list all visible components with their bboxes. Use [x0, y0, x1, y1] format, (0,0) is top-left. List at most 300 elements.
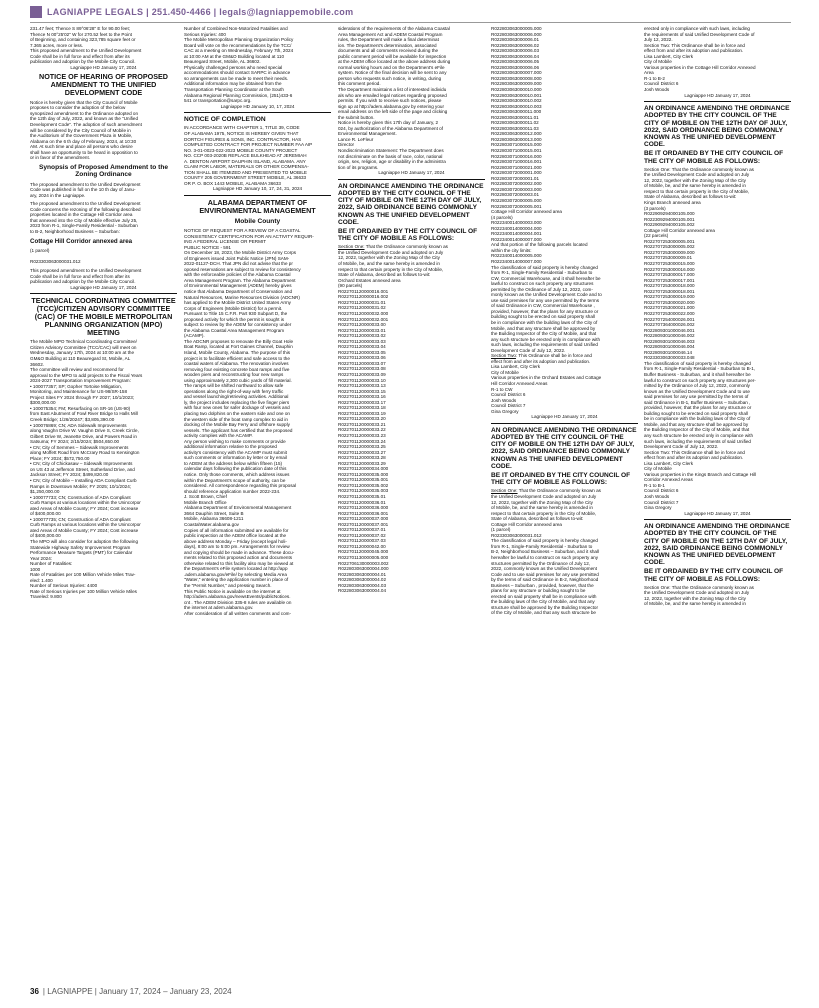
text-line: ated Areas of Mobile County; FY 2024; Cost increase — [30, 527, 139, 533]
text-line: wooden piers and reconstructing four new ramps — [184, 372, 284, 378]
text-line: proposes to consider the adoption of the below — [30, 105, 126, 111]
text-line: R022707253000018.001 — [644, 288, 695, 294]
text-line: R022701120000033.08 — [338, 366, 386, 372]
text-line: Various properties in the Cottage Hill Corridor Annexed — [644, 64, 756, 70]
text-line: R022803072000003.01 — [491, 192, 540, 198]
text-line: the western side of the boat ramp complex to aid in — [184, 416, 288, 422]
text-line: R022803071000015.001 — [491, 148, 542, 154]
text-line: Council District 7 — [644, 499, 679, 505]
text-line: Traveled: 9.800 — [30, 594, 62, 600]
text-line: A. DENTON AIRPORT DAUPHIN ISLAND, ALABAMA. ANY — [184, 158, 306, 164]
text-line: COMPLETED CONTRACT FOR PROJECT NUMBER FAA AIP — [184, 142, 313, 148]
text-line: R022701120000036.001 — [338, 510, 389, 516]
text-line: respect to that certain property in the City of Mobile, — [338, 266, 444, 272]
text-line: Board will vote on the recommendations by the TCC/ — [184, 42, 292, 48]
text-line: Project Sites FY 2024 through FY 2027; 10/1/2023; — [30, 394, 135, 400]
text-line: R022707253000020.000 — [644, 299, 695, 305]
text-line: NO. 3-01-0023-022-2023 MOBILE COUNTY PROJECT — [184, 147, 298, 153]
section-label: Section One: — [491, 488, 518, 494]
text-line: R022803063000010.000 — [491, 87, 542, 93]
paragraph — [184, 125, 331, 186]
text-line: R022803063000005.000 — [491, 26, 542, 31]
text-line: from R-1, Single-Family Residential - Suburban to B-1, — [644, 366, 756, 372]
text-line: Cottage Hill Corridor annexed area — [644, 227, 715, 233]
text-line: Corps of Engineers (Mobile District) for a permit. — [184, 305, 283, 311]
text-line: permitted by the Ordinance of July 12, 2022, com- — [491, 286, 593, 292]
text-line: Corridor Annexed Areas — [644, 477, 693, 483]
text-line: R022701120000033.05 — [338, 349, 386, 355]
text-line: Area Management Program. The Alabama Department — [184, 277, 296, 283]
text-line: has applied to the Mobile District United States Army — [184, 300, 291, 306]
text-line: R022701120000033.03 — [338, 338, 386, 344]
text-line: such comments or information by letter or by email — [184, 455, 287, 461]
text-line: Mobile Branch Office — [184, 499, 227, 505]
text-line: and vessel launching/retrieving activities. Additional — [184, 394, 289, 400]
text-line: normal working hours and on the Department's eFile — [338, 64, 445, 70]
text-line: R022701120000033.06 — [338, 355, 386, 361]
text-line: CAC at a meeting on Wednesday, February 7th, 2024 — [184, 48, 294, 54]
text-line: above address Monday – Friday (except legal holi- — [184, 538, 287, 544]
text-line: Ramps in Downtown Mobile; FY 2025; 10/1/2024; — [30, 483, 132, 489]
text-line: • CN; City of Semmes – Sidewalk Improvements — [30, 444, 129, 450]
paragraph — [644, 26, 791, 43]
section-text: : This Ordinance shall be in force and — [668, 42, 745, 48]
text-line: City of Mobile — [644, 466, 672, 472]
text-line: any such structure be erected only in compliance with — [491, 336, 601, 342]
text-line: the Department's eFile system located at http://app — [184, 566, 288, 572]
text-line: and copying should be made in advance. These docu- — [184, 549, 295, 555]
text-line: 2022-01127-DCH. That JPN did not advise that the pr — [184, 261, 293, 267]
text-line: properties located in the Cottage Hill Corridor area — [30, 212, 133, 218]
text-line: IN ACCORDANCE WITH CHAPTER 1, TITLE 39, CODE — [184, 125, 300, 131]
paragraph — [30, 201, 177, 234]
text-line: R022707253000009.000 — [644, 249, 695, 255]
text-line: The ADCNR proposes to renovate the Billy Goat Hole — [184, 338, 294, 344]
text-line: Citizen Advisory Committee (TCC/CAC) will meet on — [30, 344, 137, 350]
text-line: Number of Fatalities: — [30, 561, 73, 567]
text-line: additional information relative to the proposed — [184, 444, 277, 450]
text-line: R022701120000033.09 — [338, 371, 386, 377]
text-line: After consideration of all written comments and com- — [184, 610, 291, 616]
text-line: R022803071000021.000 — [491, 164, 542, 170]
text-line: R022701120000033.18 — [338, 405, 386, 411]
text-line: City of Mobile — [644, 59, 672, 65]
text-line: provided, however, that the plans for any structure or — [644, 405, 752, 411]
paragraph — [30, 339, 177, 600]
text-line: Mobile, and that any structure shall be approved by — [491, 325, 596, 331]
text-line: Number of Combined Non-Motorized Fatalities and — [184, 26, 288, 31]
text-line: the Auditorium of the Government Plaza in Mobile, — [30, 133, 133, 139]
text-line: als who are emailed legal notices regarding proposed — [338, 92, 447, 98]
text-line: R022803063000010.003 — [491, 103, 542, 109]
text-line: oposed reservations are subject to review for consistency — [184, 266, 301, 272]
text-line: Mobile, Alabama 36608-1211 — [184, 516, 244, 522]
text-line: the "Permit Number," and pressing Search. — [184, 582, 272, 588]
text-line: R022803063000006.06 — [491, 64, 540, 70]
text-line: R022803071000016.000 — [491, 153, 542, 159]
text-line: any such structure be erected only in compliance with — [644, 432, 754, 438]
text-line: Statewide Highway Safety Improvement Program — [30, 544, 131, 550]
text-line: 36602. — [30, 361, 45, 367]
text-line: Beauregard Street, Mobile, AL 36602. — [184, 59, 261, 65]
ordinance-heading: BE IT ORDAINED BY THE CITY COUNCIL OF THE CITY OF MOBILE AS FOLLOWS: — [644, 568, 784, 583]
text-line: R022701120000035.003 — [338, 488, 389, 494]
text-line: R022803063000004.02 — [338, 577, 387, 583]
text-line: R022701120000032.001 — [338, 316, 389, 322]
text-line: the building laws of the City of Mobile, and that any — [491, 599, 595, 605]
text-line: person who requests such notice, in writing, during — [338, 75, 442, 81]
text-line: Copies of all information submitted are available for — [184, 527, 289, 533]
signature-line: Lagniappe HD January 17, 2024 — [531, 414, 598, 420]
column-5 — [644, 26, 791, 974]
text-line: 3664 Dauphin Street, Suite B — [184, 510, 244, 516]
text-line: • 100077735; CN; Construction of ADA Compliant — [30, 516, 131, 522]
text-line: (4 parcels) — [491, 214, 513, 220]
text-line: public comment period will be available for inspection — [338, 53, 447, 59]
text-line: siderations of the requirements of the Alabama Coastal — [338, 26, 450, 31]
paragraph — [30, 268, 177, 285]
text-line: R022701120000033.21 — [338, 421, 386, 427]
text-line: R022809301000046.001 — [644, 327, 695, 333]
notice-heading: NOTICE OF COMPLETION — [184, 116, 266, 124]
text-line: The MPO will also consider for adoption the following — [30, 539, 139, 545]
paragraph — [644, 361, 791, 450]
text-line: (22 parcels) — [644, 233, 669, 239]
text-line: by the terms of said Ordinance in B-2, Neighborhood — [491, 577, 599, 583]
text-line: Various properties in the Orchard Estates and Cottage — [491, 375, 602, 381]
text-line: tion of its programs. — [338, 164, 379, 170]
text-line: Alabama Regional Planning Commission, (251)433-6 — [184, 92, 293, 98]
paragraph — [491, 359, 638, 414]
section-label: Section Two — [491, 353, 516, 359]
text-line: R022706130000003.002 — [338, 560, 389, 566]
text-line: R023303063000033.048 — [644, 355, 695, 361]
text-line: Performance Measure Targets (PMT) for Calendar — [30, 550, 133, 556]
text-line: Year 2024: — [30, 555, 53, 561]
text-line: Satsuma; FY 2024; 2/15/2024; $504,650.00 — [30, 439, 120, 445]
text-line: Council District 6 — [644, 81, 679, 87]
text-line: or in favor of the amendment. — [30, 155, 91, 161]
header-rule — [30, 22, 791, 23]
text-line: R022803063000006.03 — [491, 48, 540, 54]
text-line: R022701120000031.01 — [338, 299, 386, 305]
text-line: R022803072000005.000 — [491, 197, 542, 203]
text-line: R022707253000005.002 — [644, 244, 695, 250]
text-line: Gina Gregory — [491, 408, 519, 414]
text-line: Development Code of July 12, 2022. — [491, 347, 566, 353]
text-line: $1,250,000.00 — [30, 489, 60, 495]
text-line: synopsized amendment to the Ordinance adopted on — [30, 110, 139, 116]
text-line: Code concerns the rezoning of the following described — [30, 206, 141, 212]
text-line: The classification of said property is hereby changed — [491, 264, 598, 270]
text-line: notice. Only those comments, which address issues — [184, 472, 290, 478]
text-line: removing four existing concrete boat ramps and five — [184, 366, 290, 372]
text-line: R022707254000026.001 — [644, 316, 695, 322]
parcel-list — [644, 239, 791, 361]
divider — [644, 101, 791, 102]
paragraph — [184, 250, 331, 616]
section-text: That the Ordinance commonly known as — [517, 488, 601, 494]
text-line: R022340014000005.000 — [491, 253, 542, 259]
text-line: Development Code". The adoption of such amendment — [30, 121, 142, 127]
ordinance-heading: AN ORDINANCE AMENDING THE ORDINANCE ADOPTED BY THE CITY COUNCIL OF THE CITY OF MOBILE ON THE 12TH DAY OF JULY, 2022, SAID ORDINANCE BEING COMMONLY KNOWN AS THE UNIFIED DEVELOPMENT CODE. — [338, 182, 484, 226]
column-4 — [491, 26, 638, 974]
text-line: Business – Suburban , provided, however, that the — [491, 582, 594, 588]
paragraph — [491, 538, 638, 616]
paragraph — [30, 182, 177, 199]
text-line: R022803072000001.01 — [491, 175, 540, 181]
paragraph — [644, 172, 791, 239]
text-line: documents and all comments received during the — [338, 48, 439, 54]
text-line: Number of Serious Injuries: 4400 — [30, 583, 98, 589]
text-line: of Mobile, be, and the same hereby is amended in — [644, 601, 746, 607]
text-line: PUBLIC NOTICE - 591 — [184, 244, 231, 250]
text-line: monly known as the Unified Development Code and to — [491, 292, 602, 298]
page-footer — [30, 985, 791, 997]
text-line: accommodations should contact SARPC in advance — [184, 70, 291, 76]
text-line: R022809301000046.14 — [644, 349, 693, 355]
text-line: R022803063000006.01 — [491, 37, 540, 43]
text-line: Josh Woods — [491, 397, 517, 403]
paragraph — [491, 265, 638, 354]
text-line: The classification of said property is hereby changed — [491, 538, 598, 544]
text-line: Creek Bridge; 1/26/20247; $3,805,390.00 — [30, 416, 115, 422]
text-line: Alabama Department of Environmental Management — [184, 505, 292, 511]
text-line: (1 parcel) — [30, 247, 50, 253]
text-line: COUNTY 205 GOVERNMENT STREET MOBILE, AL 36633 — [184, 175, 307, 181]
text-line: Boat Ramp, located at Fort Gaines Channel, Dauphin — [184, 344, 293, 350]
text-line: using approximately 2,300 cubic yards of fill material. — [184, 377, 292, 383]
text-line: 7.365 acres, more or less. — [30, 42, 84, 48]
text-line: of Environmental Management (ADEM) hereby gives — [184, 283, 292, 289]
text-line: Director — [338, 142, 355, 148]
paragraph — [338, 26, 485, 170]
text-line: ING A FEDERAL LICENSE OR PERMIT — [184, 239, 267, 245]
text-line: R022701120000037.01 — [338, 527, 386, 533]
ordinance-heading: BE IT ORDAINED BY THE CITY COUNCIL OF THE CITY OF MOBILE AS FOLLOWS: — [644, 150, 784, 165]
text-line: CoastalWater.alabama.gov — [184, 521, 239, 527]
text-line: R022701120000036.000 — [338, 505, 389, 511]
text-line: R022809301000046.002 — [644, 333, 695, 339]
text-line: such laws, including the requirements of said Unified — [491, 342, 598, 348]
text-line: that annexed into the City of Mobile effective July 25, — [30, 217, 138, 223]
text-line: Curb Ramps at various locations within the Unincorpor — [30, 522, 141, 528]
text-line: R022701120000037.001 — [338, 521, 389, 527]
text-line: • 100075354; FM; Resurfacing on SR-16 (US-90) — [30, 405, 131, 411]
text-line: R022803072000003.000 — [491, 186, 542, 192]
text-line: CONSISTENCY CERTIFICATION FOR AN ACTIVITY REQUIR- — [184, 233, 314, 239]
text-line: notice that Alabama Department of Conservation and — [184, 288, 293, 294]
text-line: Monitoring, and Maintenance for US-98/SR-158 — [30, 389, 128, 395]
text-line: approval to the MPO to add projects to the Fiscal Years — [30, 372, 143, 378]
text-line: The Department maintains a list of interested individu — [338, 87, 447, 93]
text-line: R022701120000033.19 — [338, 410, 386, 416]
text-line: 12, 2022, together with the Zoning Map of the City — [644, 177, 746, 183]
text-line: Wednesday, January 17th, 2024 at 10:00 am at the — [30, 350, 135, 356]
text-line: GM&O Building at 110 Beauregard St, Mobile, AL — [30, 355, 131, 361]
text-line: R022701120000033.10 — [338, 377, 386, 383]
text-line: $300,000.00 — [30, 400, 56, 406]
signature-line: Lagniappe HD January 10, 17, 2024 — [220, 103, 295, 109]
text-line: R022803063000011.03 — [491, 125, 539, 131]
text-line: R022701120000036.01 — [338, 499, 386, 505]
text-line: R022803071000016.001 — [491, 159, 542, 165]
text-line: public inspection at the ADEM office located at the — [184, 533, 287, 539]
text-line: OR P. O. BOX 1443 MOBILE, ALABAMA 36633 — [184, 180, 281, 186]
paragraph — [30, 248, 177, 265]
text-line: R022701120000016.002 — [338, 294, 389, 300]
text-line: R022701120000033.24 — [338, 438, 386, 444]
text-line: shall have an opportunity to be heard in opposition to — [30, 149, 138, 155]
text-line: activity complies with the ACAMP. — [184, 433, 253, 439]
text-line: plans for any structure or building sought to be — [491, 588, 586, 594]
text-line: of $400,000.00 — [30, 511, 61, 517]
text-line: R022909294000105.002 — [644, 222, 695, 228]
text-line: Area Management Act and ADEM Coastal Program — [338, 31, 443, 37]
text-line: R022803063000012.000 — [491, 131, 542, 137]
text-line: 231.47 feet; Thence S 89°06'28" E for 90.00 feet; — [30, 26, 131, 31]
text-line: J. Scott Brown, Chief — [184, 494, 227, 500]
text-line: Alabama on the 6 th day of February, 2024, at 10:30 — [30, 138, 137, 144]
text-line: R022701130000005.000 — [338, 555, 389, 561]
text-line: said Ordinance in B-1, Buffer Business – Suburban , — [644, 399, 751, 405]
text-line: from East Abutment of Fowl River Bridge to Halls Mill — [30, 411, 138, 417]
text-line: Mobile, and that any structure shall be approved by — [644, 421, 749, 427]
text-line: R022340014000007.000 — [491, 236, 542, 242]
text-line: provided, however, that the plans for any structure or — [491, 308, 599, 314]
text-line: R023303063000031.012 — [30, 258, 81, 264]
text-line: Notice is hereby given this 17th day of January, 2 — [338, 120, 439, 126]
text-line: respect to that certain property in the City of Mobile, — [644, 188, 750, 194]
text-line: (1 parcel) — [491, 527, 511, 533]
text-line: at the ADEM office located at the above address during — [338, 59, 451, 65]
text-line: publication and adoption by the Mobile City Council. — [30, 59, 136, 65]
text-line: The proposed amendment to the Unified Development — [30, 181, 141, 187]
text-line: NOTICE OF REQUEST FOR A REVIEW OF A COASTAL — [184, 227, 301, 233]
text-line: Code and to use said premises for any use permitted — [491, 571, 599, 577]
text-line: cnt . The ADEM Division 335-8 rules are available on — [184, 599, 292, 605]
text-line: R022803071000015.000 — [491, 142, 542, 148]
paragraph — [644, 590, 791, 607]
text-line: R022809301000046.004 — [644, 344, 695, 350]
text-line: R023303063000031.012 — [491, 532, 542, 538]
text-line: Code shall be in full force and effect from after its — [30, 53, 130, 59]
text-line: R022803063000004.04 — [338, 588, 387, 594]
text-line: (3 parcels) — [644, 205, 666, 211]
text-line: origin, sex, religion, age or disability in the administra — [338, 159, 446, 165]
text-line: R022701120000037.02 — [338, 532, 386, 538]
text-line: R022701120000033.13 — [338, 383, 386, 389]
text-line: R022707253000021.000 — [644, 305, 695, 311]
paragraph — [491, 209, 638, 264]
text-line: 2022, commonly known as the Unified Development — [491, 566, 597, 572]
paragraph — [184, 228, 331, 250]
text-line: Notice is hereby given that the City Council of Mobile — [30, 99, 138, 105]
page-number: 36 — [30, 986, 39, 996]
text-line: subject to review by the ADEM for consistency under — [184, 322, 292, 328]
text-line: of Beginning, and containing 323,785 square feet or — [30, 37, 136, 43]
paragraph — [338, 250, 485, 289]
text-line: R022701120000045.000 — [338, 549, 389, 555]
text-line: R022701120000033.20 — [338, 416, 386, 422]
text-line: R022803063000010.001 — [491, 92, 542, 98]
text-line: lawful to construct on such property any structures per- — [644, 377, 756, 383]
text-line: Josh Woods — [644, 494, 670, 499]
text-line: the submit button. — [338, 114, 375, 120]
text-line: R022701120000035.01 — [338, 494, 386, 499]
text-line: within the Department's scope of authority, can be — [184, 477, 286, 483]
text-line: of Mobile, be, and the same hereby is amended in — [644, 183, 746, 189]
text-line: 2024-2027 Transportation Improvement Program: — [30, 378, 131, 384]
text-line: R022803063000009.000 — [491, 81, 542, 87]
text-line: 2023 from R-1, Single-Family Residential - Suburban — [30, 223, 138, 229]
text-line: ments related to this proposed action and documents — [184, 555, 293, 561]
section-text: That the Ordinance commonly known as — [364, 244, 448, 250]
text-line: Pursuant to Title 15 C.F.R. Part 930 Subpart D, the — [184, 311, 288, 317]
text-line: such laws, including the requirements of said Unified — [644, 438, 751, 444]
text-line: R022701120000033.01 — [338, 327, 386, 333]
text-line: the 12th day of July, 2022, and known as the "Unified — [30, 116, 139, 122]
text-line: Place; FY 2024; $572,750.00 — [30, 455, 90, 461]
text-line: use said premises for any use permitted by the terms — [491, 297, 600, 303]
text-line: Gina Gregory — [644, 505, 672, 511]
text-line: 12, 2022, together with the Zoning Map of the City — [491, 499, 593, 505]
text-line: The ramps will be shifted northward to allow safe — [184, 383, 284, 389]
section-label: Section Two — [644, 42, 669, 48]
text-line: R-1 to CW — [491, 386, 513, 392]
text-line: This proposed amendment to the Unified Development — [30, 48, 142, 54]
text-line: Island, Mobile County, Alabama. The purpose of this — [184, 350, 291, 355]
text-line: publication and adoption by the Mobile City Council. — [30, 279, 136, 285]
text-line: Cottage Hill Corridor annexed area — [491, 209, 562, 215]
text-line: R022340014000004.000 — [491, 225, 542, 231]
text-line: hereafter be lawful to construct on such property any — [491, 555, 598, 561]
text-line: The Mobile MPO Technical Coordinating Committee/ — [30, 339, 137, 345]
text-line: at 10:00 AM at the GM&O Building located at 110 — [184, 53, 285, 59]
column-3 — [338, 26, 485, 974]
text-line: the Building Inspector of the City of Mobile, and that — [491, 331, 597, 337]
text-line: days), 8:00 am to 5:00 pm. Arrangements for review — [184, 544, 290, 550]
text-line: CLAIM FOR LABOR, MATERIALS OR OTHER COMPENSA- — [184, 164, 309, 170]
text-line: Thence N 00°25'02" W for 270.52 feet to the Point — [30, 31, 132, 37]
text-line: State of Alabama, described as follows to-wit: — [644, 194, 737, 200]
section-label: Section One: — [644, 166, 671, 172]
text-line: ary, 2024 in the Lagniappe. — [30, 192, 86, 198]
text-line: Natural Resources, Marine Resources Division (ADCNR) — [184, 294, 300, 300]
text-line: R022707253000005.001 — [644, 238, 695, 244]
text-line: • CN; City of Mobile – Installing ADA Compliant Curb — [30, 478, 137, 483]
text-line: R022340014000003.000 — [491, 220, 542, 226]
text-line: R022701120000035.000 — [338, 471, 389, 477]
text-line: 12, 2022, together with the Zoning Map of the City — [338, 255, 440, 261]
text-line: structure shall be approved by the Building Inspector — [491, 604, 598, 610]
text-line: calendar days following the publication date of this — [184, 466, 287, 472]
notice-heading: TECHNICAL COORDINATING COMMITTEE (TCC)/CITIZEN ADVISORY COMMITTEE (CAC) OF THE MOBILE METROPOLITAN PLANNING ORGANIZATION (MPO) MEETING — [31, 296, 176, 337]
text-line: Serious Injuries: 400 — [184, 31, 226, 37]
text-line: R022701120000033.04 — [338, 344, 386, 350]
column-2 — [184, 26, 331, 974]
area-heading: Cottage Hill Corridor annexed area — [30, 237, 133, 245]
text-line: July 12, 2022. — [644, 37, 673, 43]
text-line: R022803063000006.04 — [491, 53, 540, 59]
text-line: Council District 7 — [491, 403, 526, 409]
text-line: erected on said property shall be in compliance with — [491, 593, 597, 599]
text-line: from R-1, Single-Family Residential - Suburban to — [491, 543, 593, 549]
text-line: 12, 2022, together with the Zoning Map of the City — [644, 595, 746, 601]
text-line: R022701120000034.000 — [338, 466, 389, 472]
text-line: City of Mobile — [491, 369, 519, 375]
text-line: • 100076869; CN; ADA Sidewalk Improvements — [30, 422, 127, 428]
